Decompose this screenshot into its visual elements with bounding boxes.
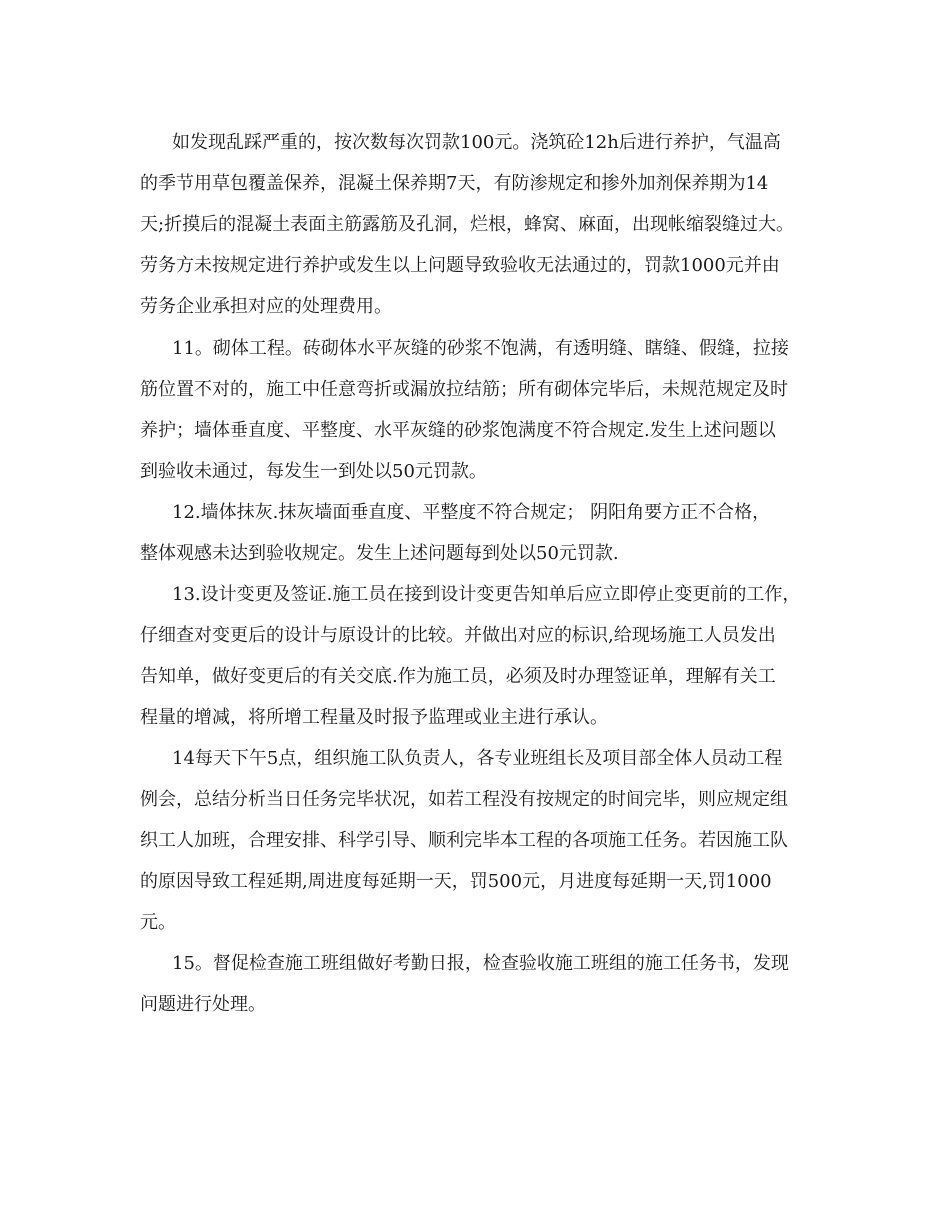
- text-line: 劳务方未按规定进行养护或发生以上问题导致验收无法通过的，罚款1000元并由: [140, 255, 780, 276]
- text-line: 整体观感未达到验收规定。发生上述问题每到处以50元罚款.: [140, 543, 619, 564]
- text-line: 告知单，做好变更后的有关交底.作为施工员，必须及时办理签证单，理解有关工: [140, 666, 776, 687]
- text-line: 养护；墙体垂直度、平整度、水平灰缝的砂浆饱满度不符合规定.发生上述问题以: [140, 420, 776, 441]
- text-line: 的原因导致工程延期,周进度每延期一天，罚500元，月进度每延期一天,罚1000: [140, 871, 772, 892]
- text-line: 劳务企业承担对应的处理费用。: [140, 296, 392, 317]
- text-line: 的季节用草包覆盖保养，混凝土保养期7天，有防渗规定和掺外加剂保养期为14: [140, 173, 769, 194]
- text-line: 14每天下午5点，组织施工队负责人，各专业班组长及项目部全体人员动工程: [172, 748, 783, 769]
- text-line: 筋位置不对的，施工中任意弯折或漏放拉结筋；所有砌体完毕后，未规范规定及时: [140, 379, 788, 400]
- text-line: 到验收未通过，每发生一到处以50元罚款。: [140, 461, 487, 482]
- text-line: 仔细查对变更后的设计与原设计的比较。并做出对应的标识,给现场施工人员发出: [140, 625, 776, 646]
- text-line: 程量的增减，将所增工程量及时报予监理或业主进行承认。: [140, 707, 608, 728]
- text-line: 元。: [140, 912, 176, 933]
- text-line: 12.墙体抹灰.抹灰墙面垂直度、平整度不符合规定； 阴阳角要方正不合格，: [172, 502, 771, 523]
- text-line: 天;折摸后的混凝土表面主筋露筋及孔洞，烂根，蜂窝、麻面，出现帐缩裂缝过大。: [140, 214, 795, 235]
- text-line: 13.设计变更及签证.施工员在接到设计变更告知单后应立即停止变更前的工作，: [172, 584, 801, 605]
- text-line: 例会，总结分析当日任务完毕状况，如若工程没有按规定的时间完毕，则应规定组: [140, 789, 788, 810]
- text-line: 织工人加班，合理安排、科学引导、顺利完毕本工程的各项施工任务。若因施工队: [140, 830, 788, 851]
- text-line: 问题进行处理。: [140, 994, 266, 1015]
- text-line: 11。砌体工程。砖砌体水平灰缝的砂浆不饱满，有透明缝、瞎缝、假缝，拉接: [172, 338, 789, 359]
- text-line: 如发现乱踩严重的，按次数每次罚款100元。浇筑砼12h后进行养护，气温高: [172, 132, 781, 153]
- text-line: 15。督促检查施工班组做好考勤日报，检查验收施工班组的施工任务书，发现: [172, 953, 789, 974]
